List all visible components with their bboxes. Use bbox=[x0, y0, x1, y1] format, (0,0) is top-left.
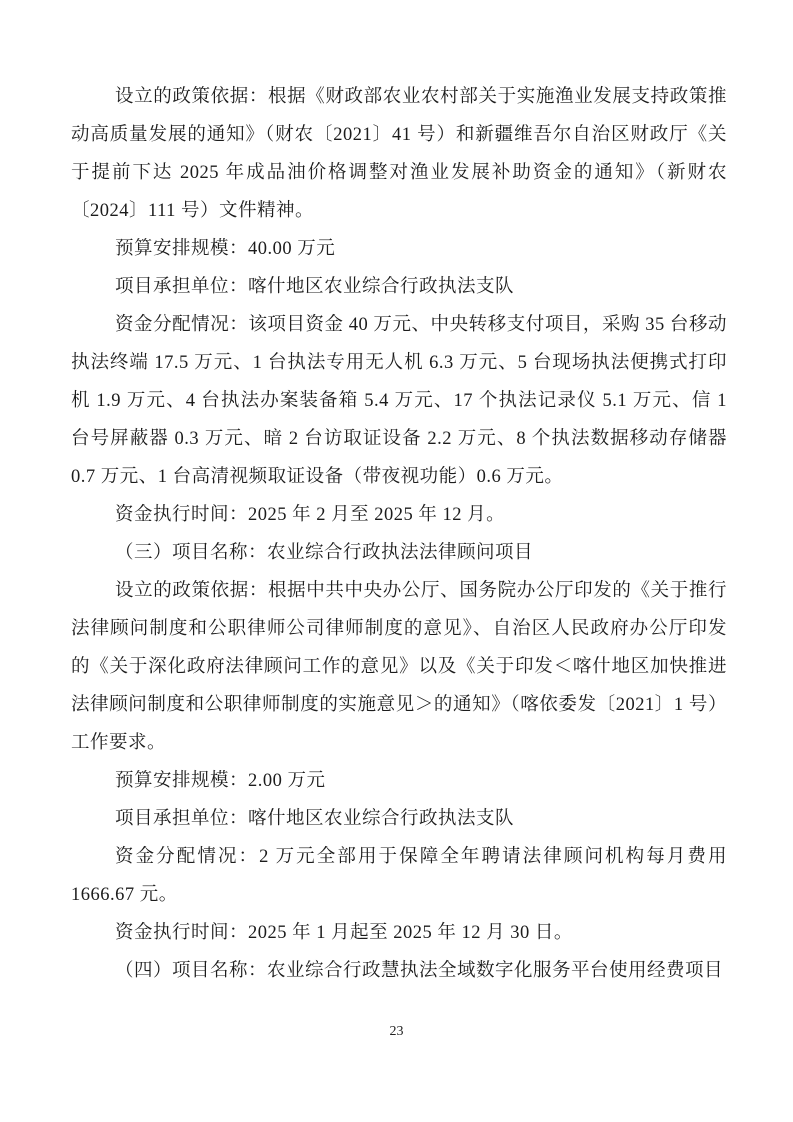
para-policy-basis-fishery bbox=[71, 78, 727, 230]
doc-line: 设立的政策依据：根据中共中央办公厅、国务院办公厅印发的《关于推行 bbox=[115, 581, 727, 601]
para-budget-scale-1 bbox=[71, 230, 727, 268]
para-project-name-4 bbox=[71, 952, 727, 990]
doc-line: 〔2024〕111 号）文件精神。 bbox=[71, 201, 315, 221]
page-footer bbox=[0, 1022, 793, 1041]
doc-line: 预算安排规模：2.00 万元 bbox=[115, 771, 326, 791]
page-number: 23 bbox=[389, 1024, 404, 1039]
doc-line: 资金执行时间：2025 年 2 月至 2025 年 12 月。 bbox=[115, 505, 506, 525]
para-fund-allocation-1 bbox=[71, 306, 727, 496]
para-undertaking-unit-1 bbox=[71, 268, 727, 306]
doc-line: 资金执行时间：2025 年 1 月起至 2025 年 12 月 30 日。 bbox=[115, 923, 573, 943]
doc-line: 资金分配情况：该项目资金 40 万元、中央转移支付项目，采购 35 台移动 bbox=[115, 315, 727, 335]
doc-line: 法律顾问制度和公职律师公司律师制度的意见》、自治区人民政府办公厅印发 bbox=[71, 619, 727, 639]
para-budget-scale-2 bbox=[71, 762, 727, 800]
doc-line: （三）项目名称：农业综合行政执法法律顾问项目 bbox=[115, 543, 534, 563]
doc-line: 项目承担单位：喀什地区农业综合行政执法支队 bbox=[115, 809, 515, 829]
para-fund-execution-time-1 bbox=[71, 496, 727, 534]
para-fund-allocation-2 bbox=[71, 838, 727, 914]
doc-line: 工作要求。 bbox=[71, 733, 167, 753]
para-project-name-3 bbox=[71, 534, 727, 572]
para-policy-basis-legal bbox=[71, 572, 727, 762]
doc-line: 资金分配情况：2 万元全部用于保障全年聘请法律顾问机构每月费用 bbox=[115, 847, 727, 867]
doc-line: 机 1.9 万元、4 台执法办案装备箱 5.4 万元、17 个执法记录仪 5.1 万元、信 1 bbox=[71, 391, 727, 411]
para-undertaking-unit-2 bbox=[71, 800, 727, 838]
doc-line: 1666.67 元。 bbox=[71, 885, 178, 905]
doc-line: （四）项目名称：农业综合行政慧执法全域数字化服务平台使用经费项目 bbox=[115, 961, 724, 981]
doc-line: 设立的政策依据：根据《财政部农业农村部关于实施渔业发展支持政策推 bbox=[115, 87, 727, 107]
doc-line: 项目承担单位：喀什地区农业综合行政执法支队 bbox=[115, 277, 515, 297]
doc-line: 法律顾问制度和公职律师制度的实施意见＞的通知》（喀依委发〔2021〕1 号） bbox=[71, 695, 727, 715]
doc-line: 执法终端 17.5 万元、1 台执法专用无人机 6.3 万元、5 台现场执法便携式打印 bbox=[71, 353, 727, 373]
doc-line: 于提前下达 2025 年成品油价格调整对渔业发展补助资金的通知》（新财农 bbox=[71, 163, 727, 183]
document-body bbox=[71, 78, 727, 990]
doc-line: 的《关于深化政府法律顾问工作的意见》以及《关于印发＜喀什地区加快推进 bbox=[71, 657, 727, 677]
doc-line: 预算安排规模：40.00 万元 bbox=[115, 239, 336, 259]
doc-line: 台号屏蔽器 0.3 万元、暗 2 台访取证设备 2.2 万元、8 个执法数据移动存储器 bbox=[71, 429, 727, 449]
doc-line: 动高质量发展的通知》（财农〔2021〕41 号）和新疆维吾尔自治区财政厅《关 bbox=[71, 125, 727, 145]
doc-line: 0.7 万元、1 台高清视频取证设备（带夜视功能）0.6 万元。 bbox=[71, 467, 564, 487]
para-fund-execution-time-2 bbox=[71, 914, 727, 952]
